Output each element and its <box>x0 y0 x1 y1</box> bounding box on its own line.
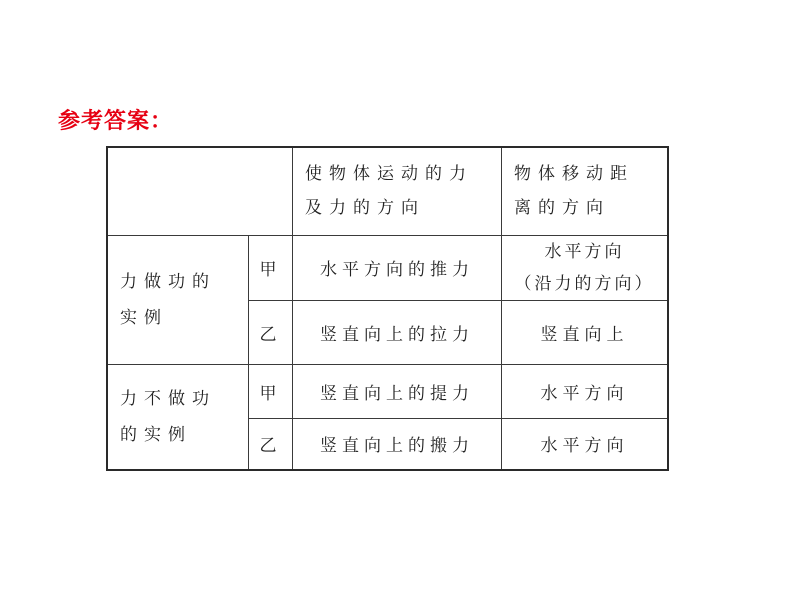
table-header-row <box>107 147 668 235</box>
header-force-line1: 使物体运动的力 <box>305 164 473 185</box>
header-empty-cell <box>107 147 293 235</box>
group-work-label <box>107 235 249 364</box>
force-cell: 水平方向的推力 <box>293 235 502 300</box>
distance-cell: 水平方向 <box>502 364 669 418</box>
distance-cell <box>502 235 669 300</box>
header-distance-line1: 物体移动距 <box>514 164 634 185</box>
table-row <box>107 235 668 300</box>
distance-line1: 水平方向 <box>544 241 625 262</box>
answer-heading: 参考答案： <box>58 109 174 134</box>
header-force-cell <box>293 147 502 235</box>
distance-cell: 竖直向上 <box>502 300 669 364</box>
table-row <box>107 364 668 418</box>
work-examples-table <box>106 146 669 471</box>
case-label: 乙 <box>249 300 293 364</box>
group-work-label-line1: 力做功的 <box>120 271 216 292</box>
header-distance-cell <box>502 147 669 235</box>
distance-line2: （沿力的方向） <box>514 273 655 294</box>
case-label: 甲 <box>249 364 293 418</box>
group-no-work-label <box>107 364 249 470</box>
group-no-work-label-line2: 的实例 <box>120 424 192 445</box>
distance-cell: 水平方向 <box>502 418 669 470</box>
case-label: 乙 <box>249 418 293 470</box>
force-cell: 竖直向上的提力 <box>293 364 502 418</box>
case-label: 甲 <box>249 235 293 300</box>
group-no-work-label-line1: 力不做功 <box>120 388 216 409</box>
group-work-label-line2: 实例 <box>120 307 168 328</box>
header-force-line2: 及力的方向 <box>305 198 425 219</box>
force-cell: 竖直向上的搬力 <box>293 418 502 470</box>
header-distance-line2: 离的方向 <box>514 198 610 219</box>
force-cell: 竖直向上的拉力 <box>293 300 502 364</box>
